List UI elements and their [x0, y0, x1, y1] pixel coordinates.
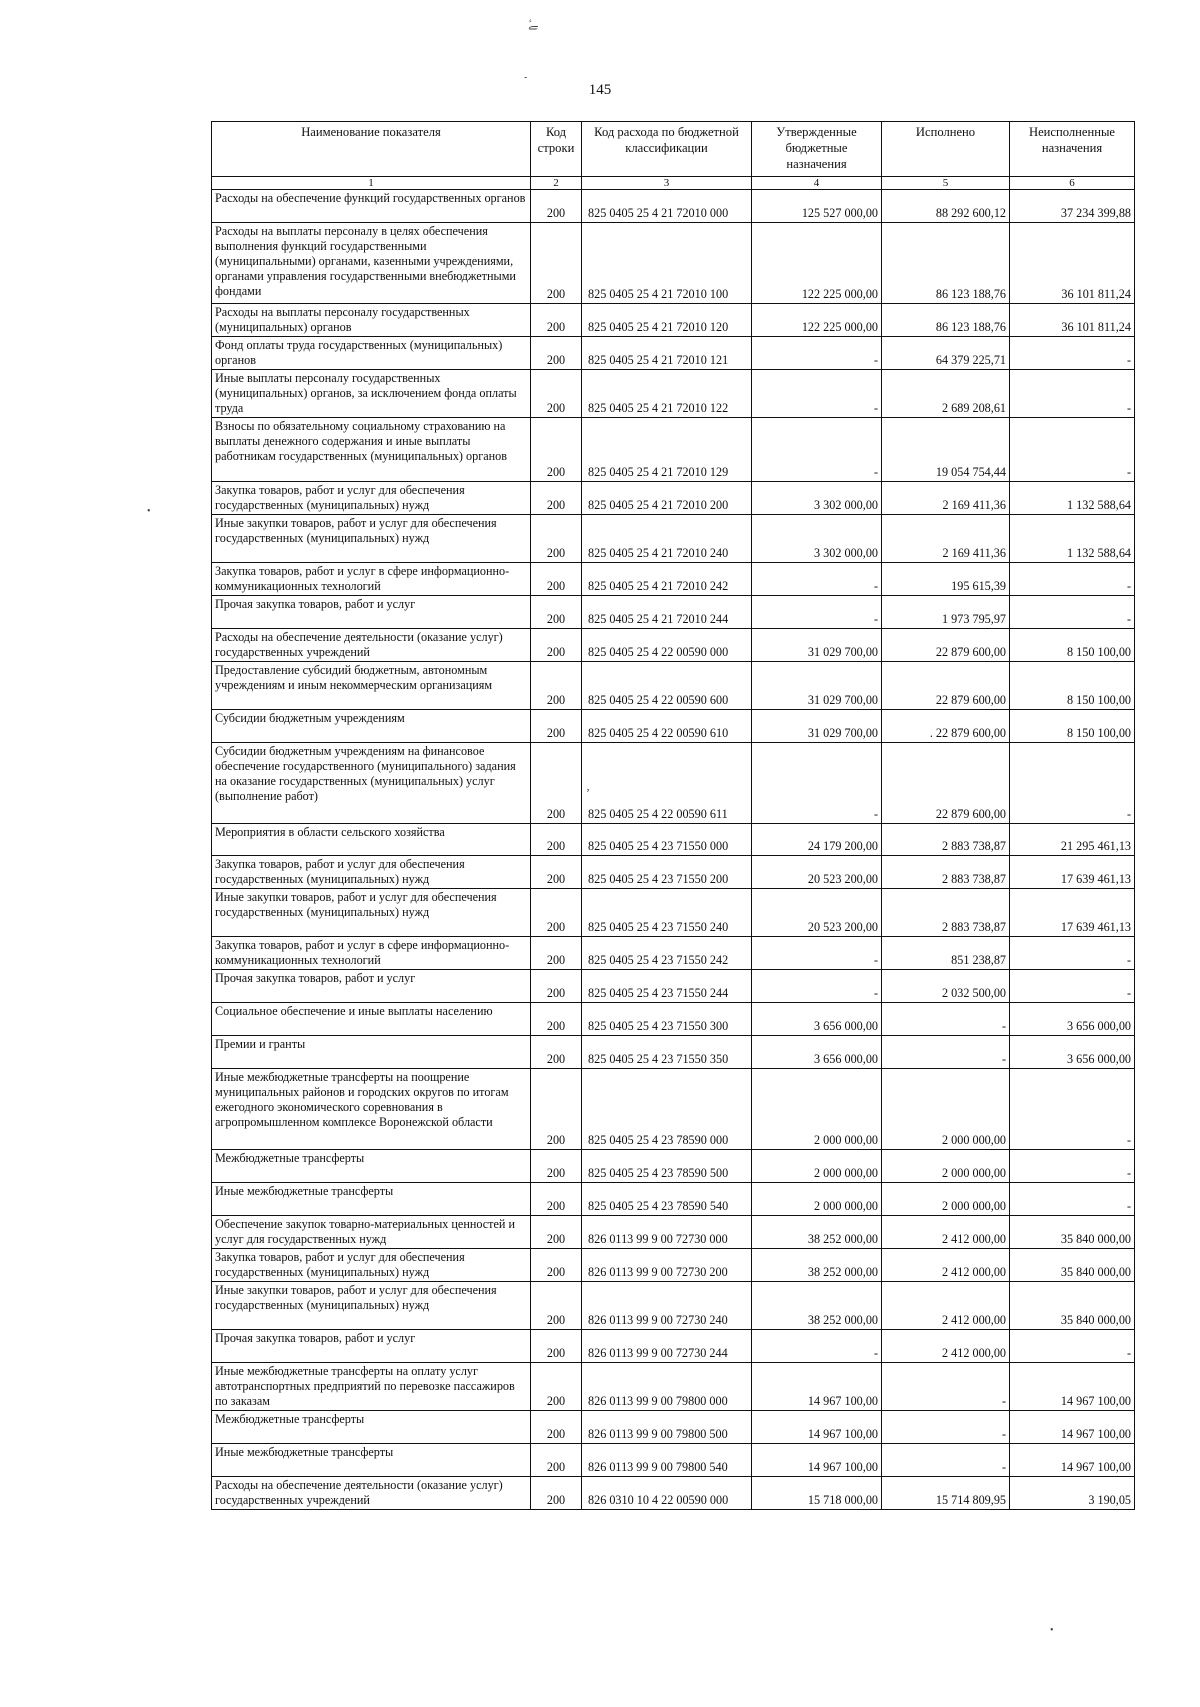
row-line-code: 200 [531, 1477, 582, 1510]
row-name: Иные закупки товаров, работ и услуг для обеспечения государственных (муниципальных) нужд [212, 1282, 531, 1330]
column-number: 2 [531, 177, 582, 190]
row-line-code: 200 [531, 1411, 582, 1444]
column-number: 3 [582, 177, 752, 190]
table-row [212, 482, 1135, 515]
row-expense-code: 825 0405 25 4 23 78590 000 [582, 1069, 752, 1150]
row-approved: 38 252 000,00 [752, 1282, 882, 1330]
row-line-code: 200 [531, 418, 582, 482]
row-executed: 2 169 411,36 [882, 482, 1010, 515]
table-row [212, 662, 1135, 710]
row-line-code: 200 [531, 482, 582, 515]
row-name: Иные межбюджетные трансферты [212, 1183, 531, 1216]
row-approved: - [752, 337, 882, 370]
row-executed: 2 689 208,61 [882, 370, 1010, 418]
row-unexecuted: 35 840 000,00 [1010, 1216, 1135, 1249]
row-name: Межбюджетные трансферты [212, 1150, 531, 1183]
row-expense-code: 825 0405 25 4 21 72010 200 [582, 482, 752, 515]
table-row [212, 190, 1135, 223]
row-name: Расходы на выплаты персоналу в целях обеспечения выполнения функций государственными (муниципальными) органами, казенными учреждениями, органами управления государственными внебюджетными фондами [212, 223, 531, 304]
table-row [212, 824, 1135, 856]
row-line-code: 200 [531, 1069, 582, 1150]
column-number: 5 [882, 177, 1010, 190]
row-name: Расходы на обеспечение деятельности (оказание услуг) государственных учреждений [212, 1477, 531, 1510]
row-name: Прочая закупка товаров, работ и услуг [212, 1330, 531, 1363]
row-expense-code: 826 0113 99 9 00 72730 000 [582, 1216, 752, 1249]
row-executed: - [882, 1003, 1010, 1036]
row-executed: 15 714 809,95 [882, 1477, 1010, 1510]
row-unexecuted: 14 967 100,00 [1010, 1411, 1135, 1444]
row-line-code: 200 [531, 1003, 582, 1036]
row-unexecuted: 36 101 811,24 [1010, 223, 1135, 304]
row-executed: - [882, 1444, 1010, 1477]
row-expense-code: 825 0405 25 4 21 72010 242 [582, 563, 752, 596]
row-unexecuted: 8 150 100,00 [1010, 710, 1135, 743]
row-executed: 86 123 188,76 [882, 304, 1010, 337]
row-approved: - [752, 563, 882, 596]
row-unexecuted: - [1010, 970, 1135, 1003]
row-executed: 19 054 754,44 [882, 418, 1010, 482]
table-body [212, 190, 1135, 1510]
row-line-code: 200 [531, 1330, 582, 1363]
row-approved: 31 029 700,00 [752, 662, 882, 710]
header-line-code: Код строки [531, 122, 582, 177]
row-line-code: 200 [531, 304, 582, 337]
row-name: Расходы на выплаты персоналу государственных (муниципальных) органов [212, 304, 531, 337]
row-name: Закупка товаров, работ и услуг для обеспечения государственных (муниципальных) нужд [212, 856, 531, 889]
scan-mark-left-dot: • [147, 506, 151, 517]
row-name: Закупка товаров, работ и услуг для обеспечения государственных (муниципальных) нужд [212, 482, 531, 515]
table-row [212, 937, 1135, 970]
row-unexecuted: 14 967 100,00 [1010, 1363, 1135, 1411]
row-name: Закупка товаров, работ и услуг в сфере информационно-коммуникационных технологий [212, 563, 531, 596]
row-executed: - [882, 1036, 1010, 1069]
row-unexecuted: - [1010, 418, 1135, 482]
table-row [212, 1183, 1135, 1216]
row-expense-code: 825 0405 25 4 22 00590 611 [582, 743, 752, 824]
scan-mark-bottom-dot: • [1050, 1625, 1054, 1636]
row-executed: 2 032 500,00 [882, 970, 1010, 1003]
table-row [212, 515, 1135, 563]
row-executed: 2 000 000,00 [882, 1069, 1010, 1150]
row-name: Субсидии бюджетным учреждениям на финансовое обеспечение государственного (муниципального) задания на оказание государственных (муниципальных) услуг (выполнение работ) [212, 743, 531, 824]
row-expense-code: 826 0113 99 9 00 72730 244 [582, 1330, 752, 1363]
row-approved: 38 252 000,00 [752, 1216, 882, 1249]
row-expense-code: 825 0405 25 4 21 72010 000 [582, 190, 752, 223]
row-unexecuted: - [1010, 743, 1135, 824]
row-name: Закупка товаров, работ и услуг в сфере информационно-коммуникационных технологий [212, 937, 531, 970]
row-name: Фонд оплаты труда государственных (муниципальных) органов [212, 337, 531, 370]
row-executed: 195 615,39 [882, 563, 1010, 596]
row-line-code: 200 [531, 824, 582, 856]
row-unexecuted: - [1010, 1069, 1135, 1150]
row-executed: . 22 879 600,00 [882, 710, 1010, 743]
row-expense-code: 826 0113 99 9 00 72730 240 [582, 1282, 752, 1330]
scan-mark-apostrophe: ʼ [586, 786, 590, 800]
row-unexecuted: 35 840 000,00 [1010, 1282, 1135, 1330]
row-executed: 2 412 000,00 [882, 1282, 1010, 1330]
row-expense-code: 825 0405 25 4 23 71550 300 [582, 1003, 752, 1036]
row-line-code: 200 [531, 1216, 582, 1249]
header-indicator-name: Наименование показателя [212, 122, 531, 177]
row-name: Иные межбюджетные трансферты на оплату услуг автотранспортных предприятий по перевозке пассажиров по заказам [212, 1363, 531, 1411]
table-row [212, 1411, 1135, 1444]
row-approved: 125 527 000,00 [752, 190, 882, 223]
row-unexecuted: 37 234 399,88 [1010, 190, 1135, 223]
row-expense-code: 825 0405 25 4 23 71550 000 [582, 824, 752, 856]
table-row [212, 1069, 1135, 1150]
table-row [212, 337, 1135, 370]
table-row [212, 1003, 1135, 1036]
row-executed: 2 883 738,87 [882, 856, 1010, 889]
row-executed: 2 169 411,36 [882, 515, 1010, 563]
row-executed: 851 238,87 [882, 937, 1010, 970]
row-line-code: 200 [531, 563, 582, 596]
row-approved: 3 656 000,00 [752, 1036, 882, 1069]
row-executed: 88 292 600,12 [882, 190, 1010, 223]
row-executed: - [882, 1363, 1010, 1411]
row-line-code: 200 [531, 743, 582, 824]
row-executed: 22 879 600,00 [882, 662, 1010, 710]
row-approved: - [752, 418, 882, 482]
row-executed: 2 412 000,00 [882, 1216, 1010, 1249]
row-name: Субсидии бюджетным учреждениям [212, 710, 531, 743]
row-approved: - [752, 743, 882, 824]
row-expense-code: 826 0113 99 9 00 79800 500 [582, 1411, 752, 1444]
header-executed: Исполнено [882, 122, 1010, 177]
row-line-code: 200 [531, 662, 582, 710]
header-expense-code: Код расхода по бюджетной классификации [582, 122, 752, 177]
table-row [212, 1282, 1135, 1330]
row-expense-code: 825 0405 25 4 23 71550 200 [582, 856, 752, 889]
row-approved: - [752, 370, 882, 418]
row-name: Прочая закупка товаров, работ и услуг [212, 970, 531, 1003]
table-row [212, 970, 1135, 1003]
table-row [212, 1249, 1135, 1282]
row-approved: - [752, 596, 882, 629]
table-row [212, 1036, 1135, 1069]
row-line-code: 200 [531, 629, 582, 662]
table-row [212, 1444, 1135, 1477]
row-unexecuted: 21 295 461,13 [1010, 824, 1135, 856]
row-line-code: 200 [531, 889, 582, 937]
row-approved: 14 967 100,00 [752, 1411, 882, 1444]
table-row [212, 596, 1135, 629]
row-executed: 22 879 600,00 [882, 629, 1010, 662]
row-executed: 22 879 600,00 [882, 743, 1010, 824]
table-column-numbers-row [212, 177, 1135, 190]
header-unexecuted: Неисполненные назначения [1010, 122, 1135, 177]
row-line-code: 200 [531, 223, 582, 304]
row-unexecuted: 3 656 000,00 [1010, 1036, 1135, 1069]
row-unexecuted: - [1010, 563, 1135, 596]
row-unexecuted: - [1010, 1330, 1135, 1363]
row-line-code: 200 [531, 1249, 582, 1282]
table-row [212, 563, 1135, 596]
table-row [212, 629, 1135, 662]
row-approved: 3 302 000,00 [752, 515, 882, 563]
row-approved: 2 000 000,00 [752, 1150, 882, 1183]
row-unexecuted: 3 190,05 [1010, 1477, 1135, 1510]
row-unexecuted: 14 967 100,00 [1010, 1444, 1135, 1477]
row-unexecuted: - [1010, 337, 1135, 370]
table-row [212, 1330, 1135, 1363]
row-approved: 20 523 200,00 [752, 856, 882, 889]
row-expense-code: 825 0405 25 4 21 72010 120 [582, 304, 752, 337]
row-unexecuted: - [1010, 370, 1135, 418]
row-name: Расходы на обеспечение деятельности (оказание услуг) государственных учреждений [212, 629, 531, 662]
row-line-code: 200 [531, 337, 582, 370]
table-row [212, 743, 1135, 824]
table-row [212, 223, 1135, 304]
row-name: Премии и гранты [212, 1036, 531, 1069]
row-expense-code: 825 0405 25 4 21 72010 129 [582, 418, 752, 482]
row-expense-code: 825 0405 25 4 23 71550 244 [582, 970, 752, 1003]
row-name: Иные выплаты персоналу государственных (муниципальных) органов, за исключением фонда оплаты труда [212, 370, 531, 418]
row-expense-code: 825 0405 25 4 21 72010 122 [582, 370, 752, 418]
row-name: Социальное обеспечение и иные выплаты населению [212, 1003, 531, 1036]
row-expense-code: 825 0405 25 4 21 72010 121 [582, 337, 752, 370]
row-name: Прочая закупка товаров, работ и услуг [212, 596, 531, 629]
row-expense-code: 825 0405 25 4 22 00590 610 [582, 710, 752, 743]
row-approved: 31 029 700,00 [752, 629, 882, 662]
table-row [212, 1216, 1135, 1249]
row-approved: - [752, 970, 882, 1003]
row-approved: 24 179 200,00 [752, 824, 882, 856]
row-line-code: 200 [531, 370, 582, 418]
row-expense-code: 826 0310 10 4 22 00590 000 [582, 1477, 752, 1510]
table-row [212, 304, 1135, 337]
row-executed: 2 883 738,87 [882, 824, 1010, 856]
row-line-code: 200 [531, 515, 582, 563]
row-approved: - [752, 937, 882, 970]
row-approved: - [752, 1330, 882, 1363]
row-unexecuted: 3 656 000,00 [1010, 1003, 1135, 1036]
row-executed: 64 379 225,71 [882, 337, 1010, 370]
row-expense-code: 825 0405 25 4 22 00590 600 [582, 662, 752, 710]
row-unexecuted: 17 639 461,13 [1010, 889, 1135, 937]
row-unexecuted: 35 840 000,00 [1010, 1249, 1135, 1282]
column-number: 1 [212, 177, 531, 190]
budget-execution-table [211, 121, 1135, 1510]
table-row [212, 1477, 1135, 1510]
row-expense-code: 826 0113 99 9 00 79800 000 [582, 1363, 752, 1411]
row-name: Предоставление субсидий бюджетным, автономным учреждениям и иным некоммерческим организациям [212, 662, 531, 710]
table-row [212, 889, 1135, 937]
row-approved: 2 000 000,00 [752, 1183, 882, 1216]
row-line-code: 200 [531, 596, 582, 629]
scan-mark-top: ﮱ [528, 16, 538, 31]
row-unexecuted: 36 101 811,24 [1010, 304, 1135, 337]
row-approved: 2 000 000,00 [752, 1069, 882, 1150]
row-approved: 122 225 000,00 [752, 223, 882, 304]
table-row [212, 710, 1135, 743]
row-approved: 38 252 000,00 [752, 1249, 882, 1282]
row-unexecuted: 1 132 588,64 [1010, 515, 1135, 563]
row-expense-code: 826 0113 99 9 00 72730 200 [582, 1249, 752, 1282]
row-name: Обеспечение закупок товарно-материальных ценностей и услуг для государственных нужд [212, 1216, 531, 1249]
row-executed: 2 000 000,00 [882, 1150, 1010, 1183]
row-line-code: 200 [531, 970, 582, 1003]
table-header-row [212, 122, 1135, 177]
row-executed: 2 883 738,87 [882, 889, 1010, 937]
table-row [212, 1363, 1135, 1411]
column-number: 6 [1010, 177, 1135, 190]
row-name: Закупка товаров, работ и услуг для обеспечения государственных (муниципальных) нужд [212, 1249, 531, 1282]
row-approved: 15 718 000,00 [752, 1477, 882, 1510]
row-line-code: 200 [531, 1444, 582, 1477]
row-approved: 14 967 100,00 [752, 1444, 882, 1477]
row-name: Взносы по обязательному социальному страхованию на выплаты денежного содержания и иные выплаты работникам государственных (муниципальных) органов [212, 418, 531, 482]
row-approved: 20 523 200,00 [752, 889, 882, 937]
row-unexecuted: 17 639 461,13 [1010, 856, 1135, 889]
row-expense-code: 825 0405 25 4 21 72010 240 [582, 515, 752, 563]
row-expense-code: 825 0405 25 4 23 78590 500 [582, 1150, 752, 1183]
row-unexecuted: - [1010, 596, 1135, 629]
row-name: Иные межбюджетные трансферты на поощрение муниципальных районов и городских округов по итогам ежегодного экономического соревнования в агропромышленном комплексе Воронежской области [212, 1069, 531, 1150]
row-line-code: 200 [531, 1036, 582, 1069]
row-name: Иные межбюджетные трансферты [212, 1444, 531, 1477]
table-row [212, 418, 1135, 482]
row-approved: 3 302 000,00 [752, 482, 882, 515]
row-expense-code: 825 0405 25 4 23 71550 242 [582, 937, 752, 970]
row-unexecuted: 8 150 100,00 [1010, 629, 1135, 662]
row-line-code: 200 [531, 710, 582, 743]
row-line-code: 200 [531, 1183, 582, 1216]
row-expense-code: 825 0405 25 4 22 00590 000 [582, 629, 752, 662]
row-line-code: 200 [531, 856, 582, 889]
row-line-code: 200 [531, 937, 582, 970]
row-approved: 122 225 000,00 [752, 304, 882, 337]
row-approved: 3 656 000,00 [752, 1003, 882, 1036]
row-approved: 31 029 700,00 [752, 710, 882, 743]
page-number: 145 [588, 82, 612, 98]
row-name: Иные закупки товаров, работ и услуг для обеспечения государственных (муниципальных) нужд [212, 515, 531, 563]
row-executed: 2 412 000,00 [882, 1330, 1010, 1363]
row-line-code: 200 [531, 1150, 582, 1183]
row-executed: 86 123 188,76 [882, 223, 1010, 304]
row-name: Иные закупки товаров, работ и услуг для обеспечения государственных (муниципальных) нужд [212, 889, 531, 937]
row-unexecuted: - [1010, 937, 1135, 970]
row-name: Мероприятия в области сельского хозяйства [212, 824, 531, 856]
table-row [212, 856, 1135, 889]
table-row [212, 370, 1135, 418]
row-unexecuted: 1 132 588,64 [1010, 482, 1135, 515]
row-expense-code: 825 0405 25 4 21 72010 244 [582, 596, 752, 629]
row-expense-code: 825 0405 25 4 23 71550 350 [582, 1036, 752, 1069]
row-approved: 14 967 100,00 [752, 1363, 882, 1411]
header-approved: Утвержденные бюджетные назначения [752, 122, 882, 177]
table-row [212, 1150, 1135, 1183]
row-name: Расходы на обеспечение функций государственных органов [212, 190, 531, 223]
row-expense-code: 826 0113 99 9 00 79800 540 [582, 1444, 752, 1477]
row-expense-code: 825 0405 25 4 23 71550 240 [582, 889, 752, 937]
column-number: 4 [752, 177, 882, 190]
row-unexecuted: - [1010, 1150, 1135, 1183]
row-executed: - [882, 1411, 1010, 1444]
row-unexecuted: 8 150 100,00 [1010, 662, 1135, 710]
row-line-code: 200 [531, 1282, 582, 1330]
row-line-code: 200 [531, 190, 582, 223]
row-executed: 2 412 000,00 [882, 1249, 1010, 1282]
row-expense-code: 825 0405 25 4 23 78590 540 [582, 1183, 752, 1216]
row-name: Межбюджетные трансферты [212, 1411, 531, 1444]
scan-mark-dash: - [524, 72, 528, 83]
row-executed: 1 973 795,97 [882, 596, 1010, 629]
row-unexecuted: - [1010, 1183, 1135, 1216]
row-executed: 2 000 000,00 [882, 1183, 1010, 1216]
row-expense-code: 825 0405 25 4 21 72010 100 [582, 223, 752, 304]
row-line-code: 200 [531, 1363, 582, 1411]
